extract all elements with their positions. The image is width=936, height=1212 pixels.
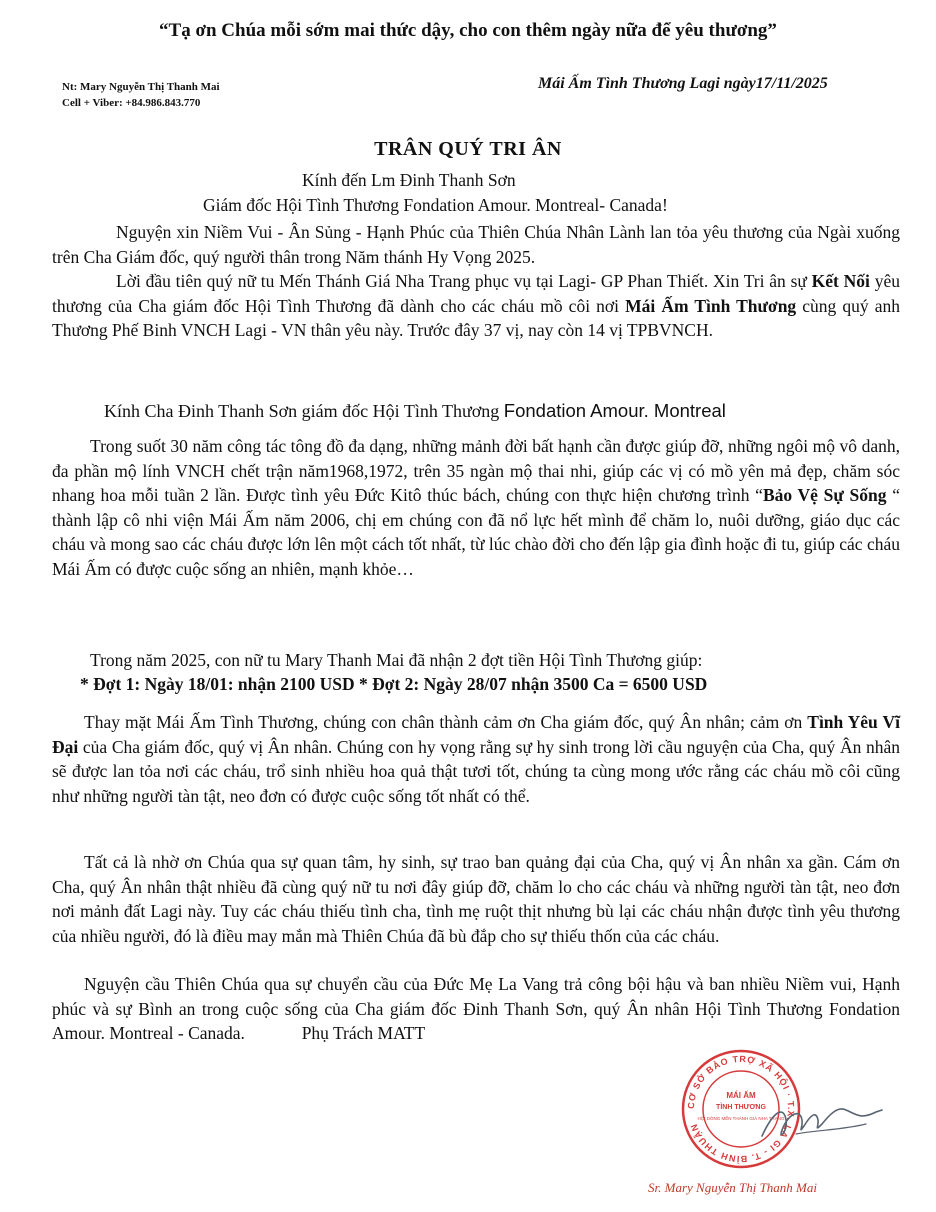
paragraph-prayer [52, 972, 900, 1046]
p2-bold-ket-noi: Kết Nối [811, 271, 870, 291]
stamp-center-2: TÌNH THƯƠNG [716, 1104, 766, 1111]
signature-name: Sr. Mary Nguyễn Thị Thanh Mai [648, 1180, 817, 1195]
p4-bold-protect-life: Bảo Vệ Sự Sống [762, 485, 887, 506]
stamp-center-3: HỘI DÒNG MẾN THÁNH GIÁ NHA TRANG [697, 1116, 785, 1121]
sender-block [62, 79, 220, 111]
handwritten-signature [756, 1090, 886, 1150]
p3-text-b: Fondation Amour. Montreal [503, 400, 726, 421]
paragraph-donations-intro: Trong năm 2025, con nữ tu Mary Thanh Mai đã nhận 2 đợt tiền Hội Tình Thương giúp: [90, 650, 703, 670]
greeting-recipient: Kính đến Lm Đinh Thanh Sơn [302, 170, 516, 190]
stamp-ring-text: CƠ SỞ BẢO TRỢ XÃ HỘI · T.X. LA GI - T. BÌNH THUẬN [685, 1053, 797, 1165]
donation-amounts: * Đợt 1: Ngày 18/01: nhận 2100 USD * Đợt 2: Ngày 28/07 nhận 3500 Ca = 6500 USD [80, 674, 708, 694]
p6-bold-great-love: Tình Yêu Vĩ Đại [52, 712, 900, 757]
p4-text-c: “ thành lập cô nhi viện Mái Ấm năm 2006, chị em chúng con đã nổ lực hết mình để chăm lo, nuôi dưỡng, giáo dục các cháu và mong sao các cháu được lớn lên một cách tốt nhất, từ lúc chào đời cho đến lập gia đình hoặc đi tu, giúp các cháu Mái Ấm có được cuộc sống an nhiên, mạnh khỏe… [52, 485, 900, 579]
p2-text-a: Lời đầu tiên quý nữ tu Mến Thánh Giá Nha Trang phục vụ tại Lagi- GP Phan Thiết. Xin Tri ân sự [116, 271, 807, 291]
motto: “Tạ ơn Chúa mỗi sớm mai thức dậy, cho con thêm ngày nữa để yêu thương” [159, 20, 777, 41]
place-date: Mái Ấm Tình Thương Lagi ngày17/11/2025 [538, 75, 828, 92]
p2-text-e: cùng quý anh Thương Phế Binh VNCH Lagi - VN thân yêu này. Trước đây 37 vị, nay còn 14 vị TPBVNCH. [52, 295, 900, 341]
paragraph-grace: Tất cả là nhờ ơn Chúa qua sự quan tâm, hy sinh, sự trao ban quảng đại của Cha, quý vị Ân nhân xa gần. Cám ơn Cha, quý Ân nhân thật nhiều đã cùng quý nữ tu nơi đây giúp đỡ, chăm lo cho các cháu và những người tàn tật, neo đơn nơi mảnh đất Lagi này. Tuy các cháu thiếu tình cha, tình mẹ ruột thịt nhưng bù lại các cháu nhận được tình yêu thương của nhiều người, đó là điều may mắn mà Thiên Chúa đã bù đắp cho sự thiếu thốn của các cháu. [52, 852, 900, 946]
paragraph-history [52, 434, 900, 582]
p2-text-c: yêu thương của Cha giám đốc Hội Tình Thương đã dành cho các cháu mồ côi nơi [52, 271, 900, 316]
p2-bold-mai-am: Mái Ấm Tình Thương [625, 295, 797, 316]
p6-text-c: của Cha giám đốc, quý vị Ân nhân. Chúng con hy vọng rằng sự hy sinh trong lời cầu nguyện của Cha, quý Ân nhân sẽ được lan tỏa nơi các cháu, trổ sinh nhiều hoa quả thật tươi tốt, chúng ta cùng mong ước rằng các cháu mồ côi cũng như những người tàn tật, neo đơn có được cuộc sống tốt nhất có thể. [52, 736, 900, 806]
paragraph-thanks-connection [52, 269, 900, 343]
p4-text-a: Trong suốt 30 năm công tác tông đồ đa dạng, những mảnh đời bất hạnh cần được giúp đỡ, những ngôi mộ vô danh, đa phần mộ lính VNCH chết trận năm1968,1972, trên 35 ngàn mộ thai nhi, giúp các vị có mồ yên mả đẹp, chăm sóc nhang hoa mỗi tuần 2 lần. Được tình yêu Đức Kitô thúc bách, chúng con thực hiện chương trình “ [52, 436, 900, 506]
paragraph-gratitude [52, 710, 900, 808]
sender-phone: Cell + Viber: +84.986.843.770 [62, 97, 201, 109]
letter-title: TRÂN QUÝ TRI ÂN [374, 138, 562, 160]
p3-text-a: Kính Cha Đinh Thanh Sơn giám đốc Hội Tình Thương [104, 401, 500, 421]
p8-text: Nguyện cầu Thiên Chúa qua sự chuyển cầu của Đức Mẹ La Vang trả công bội hậu và ban nhiều Niềm vui, Hạnh phúc và sự Bình an trong cuộc sống của Cha giám đốc Đinh Thanh Sơn, quý Ân nhân Hội Tình Thương Fondation Amour. Montreal - Canada. [52, 974, 900, 1044]
paragraph-blessing: Nguyện xin Niềm Vui - Ân Sủng - Hạnh Phúc của Thiên Chúa Nhân Lành lan tỏa yêu thương của Ngài xuống trên Cha Giám đốc, quý người thân trong Năm thánh Hy Vọng 2025. [52, 222, 900, 267]
signer-role: Phụ Trách MATT [301, 1023, 426, 1044]
sender-name: Nt: Mary Nguyễn Thị Thanh Mai [62, 81, 220, 93]
greeting-title: Giám đốc Hội Tình Thương Fondation Amour. Montreal- Canada! [203, 195, 668, 215]
paragraph-address-director [104, 400, 726, 422]
stamp-center-1: MÁI ẤM [726, 1091, 756, 1100]
p6-text-a: Thay mặt Mái Ấm Tình Thương, chúng con chân thành cảm ơn Cha giám đốc, quý Ân nhân; cảm ơn [84, 712, 803, 732]
